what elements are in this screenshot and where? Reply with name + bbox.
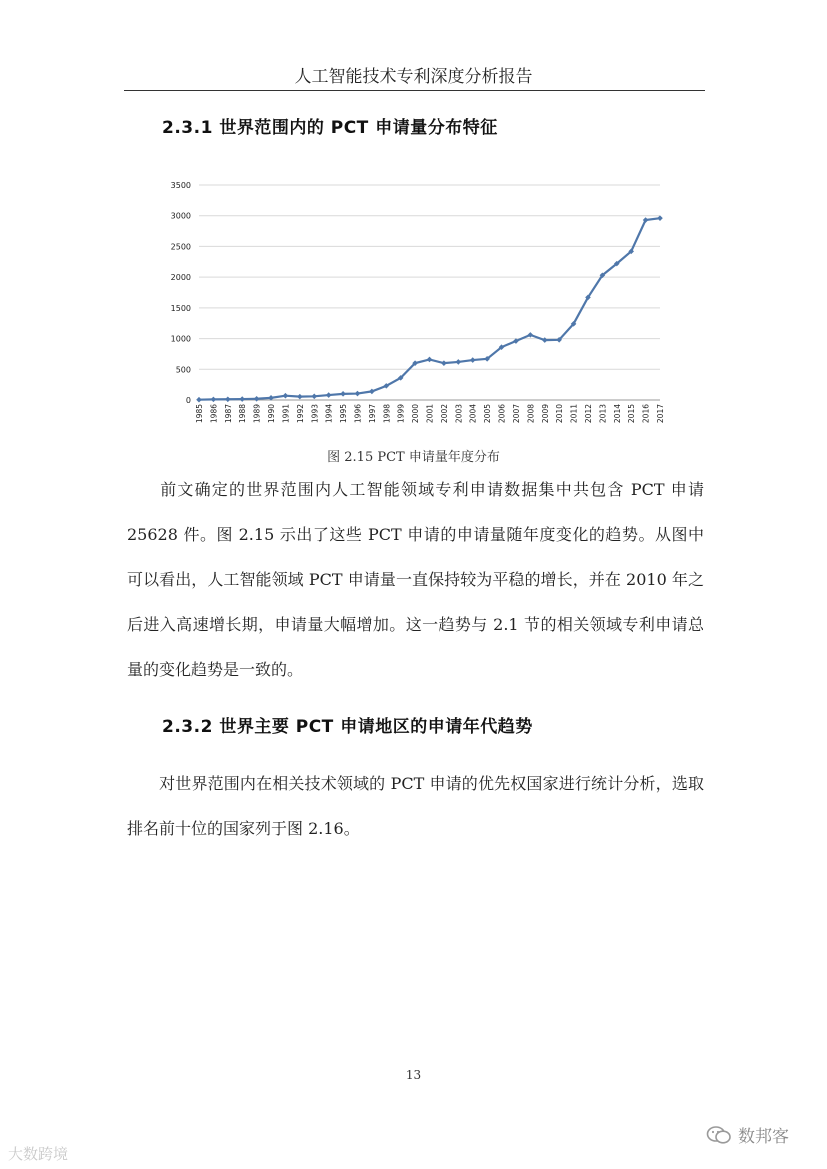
section-heading-2-3-2: 2.3.2 世界主要 PCT 申请地区的申请年代趋势 xyxy=(162,717,533,737)
figure-caption: 图 2.15 PCT 申请量年度分布 xyxy=(327,450,500,465)
x-tick-label: 2010 xyxy=(555,404,565,424)
x-tick-label: 1998 xyxy=(382,404,392,424)
x-tick-label: 2000 xyxy=(411,404,421,424)
data-point xyxy=(225,396,231,402)
x-tick-label: 2008 xyxy=(526,404,536,424)
x-tick-label: 2003 xyxy=(454,404,464,424)
x-tick-label: 1985 xyxy=(195,404,204,424)
x-tick-label: 2004 xyxy=(468,404,478,424)
x-tick-label: 2016 xyxy=(641,404,651,424)
x-tick-label: 2006 xyxy=(497,404,507,424)
pct-annual-line-chart xyxy=(160,175,680,440)
y-tick-label: 500 xyxy=(175,365,191,375)
x-tick-label: 1990 xyxy=(267,404,277,424)
data-point xyxy=(196,397,202,403)
x-tick-label: 2005 xyxy=(483,404,493,424)
data-point xyxy=(283,393,289,399)
x-tick-label: 1993 xyxy=(310,404,320,424)
data-point xyxy=(239,396,245,402)
x-tick-label: 1999 xyxy=(396,404,406,424)
data-point xyxy=(355,391,361,397)
y-tick-label: 2000 xyxy=(170,273,191,283)
x-tick-label: 1986 xyxy=(209,404,219,424)
x-tick-label: 2012 xyxy=(583,404,593,424)
watermark-left: 大数跨境 xyxy=(8,1145,69,1163)
data-point xyxy=(456,359,462,365)
x-tick-label: 1994 xyxy=(324,404,334,424)
wechat-icon xyxy=(706,1125,732,1145)
data-point xyxy=(297,394,303,400)
x-tick-label: 1989 xyxy=(252,404,262,424)
x-tick-label: 1992 xyxy=(295,404,305,424)
header-rule xyxy=(124,90,705,91)
paragraph-1-text: 前文确定的世界范围内人工智能领域专利申请数据集中共包含 PCT 申请 25628 件。图 2.15 示出了这些 PCT 申请的申请量随年度变化的趋势。从图中可以看出，人工智能领域 PCT 申请量一直保持较为平稳的增长，并在 2010 年之后进入高速增长期，申请量大幅增加。这一趋势与 2.1 节的相关领域专利申请总量的变化趋势是一致的。 xyxy=(127,480,704,679)
x-tick-label: 2002 xyxy=(439,404,449,424)
y-tick-label: 3000 xyxy=(170,211,191,221)
data-point xyxy=(211,397,217,403)
data-point xyxy=(369,389,375,395)
x-tick-label: 2007 xyxy=(511,404,521,424)
section-heading-2-3-1: 2.3.1 世界范围内的 PCT 申请量分布特征 xyxy=(162,118,498,138)
x-tick-label: 2015 xyxy=(627,404,637,424)
x-tick-label: 1995 xyxy=(339,404,349,424)
body-paragraph-2 xyxy=(127,761,704,851)
x-tick-label: 1991 xyxy=(281,404,291,424)
y-tick-label: 3500 xyxy=(170,181,191,190)
x-tick-label: 2017 xyxy=(656,404,665,424)
data-point xyxy=(340,391,346,397)
x-tick-label: 2001 xyxy=(425,404,435,424)
x-tick-label: 2009 xyxy=(540,404,550,424)
y-tick-label: 1500 xyxy=(170,303,191,313)
y-tick-label: 0 xyxy=(185,396,191,405)
x-tick-label: 1996 xyxy=(353,404,363,424)
data-point xyxy=(427,357,433,363)
data-point xyxy=(311,394,317,400)
y-tick-label: 1000 xyxy=(170,334,191,344)
body-paragraph-1 xyxy=(127,467,704,692)
x-tick-label: 2013 xyxy=(598,404,608,424)
series-line xyxy=(199,218,660,400)
x-tick-label: 2014 xyxy=(612,404,622,424)
y-tick-label: 2500 xyxy=(170,242,191,252)
x-tick-label: 1987 xyxy=(223,404,233,424)
x-tick-label: 1988 xyxy=(238,404,248,424)
data-point xyxy=(254,396,260,402)
x-tick-label: 1997 xyxy=(367,404,377,424)
data-point xyxy=(470,357,476,363)
page-header-title: 人工智能技术专利深度分析报告 xyxy=(294,67,533,87)
watermark-right-text: 数邦客 xyxy=(738,1127,789,1147)
watermark-right xyxy=(706,1122,789,1147)
data-point xyxy=(441,360,447,366)
paragraph-2-text: 对世界范围内在相关技术领域的 PCT 申请的优先权国家进行统计分析，选取排名前十位的国家列于图 2.16。 xyxy=(127,774,704,838)
page-number: 13 xyxy=(405,1068,422,1082)
x-tick-label: 2011 xyxy=(569,404,579,424)
data-point xyxy=(326,392,332,398)
